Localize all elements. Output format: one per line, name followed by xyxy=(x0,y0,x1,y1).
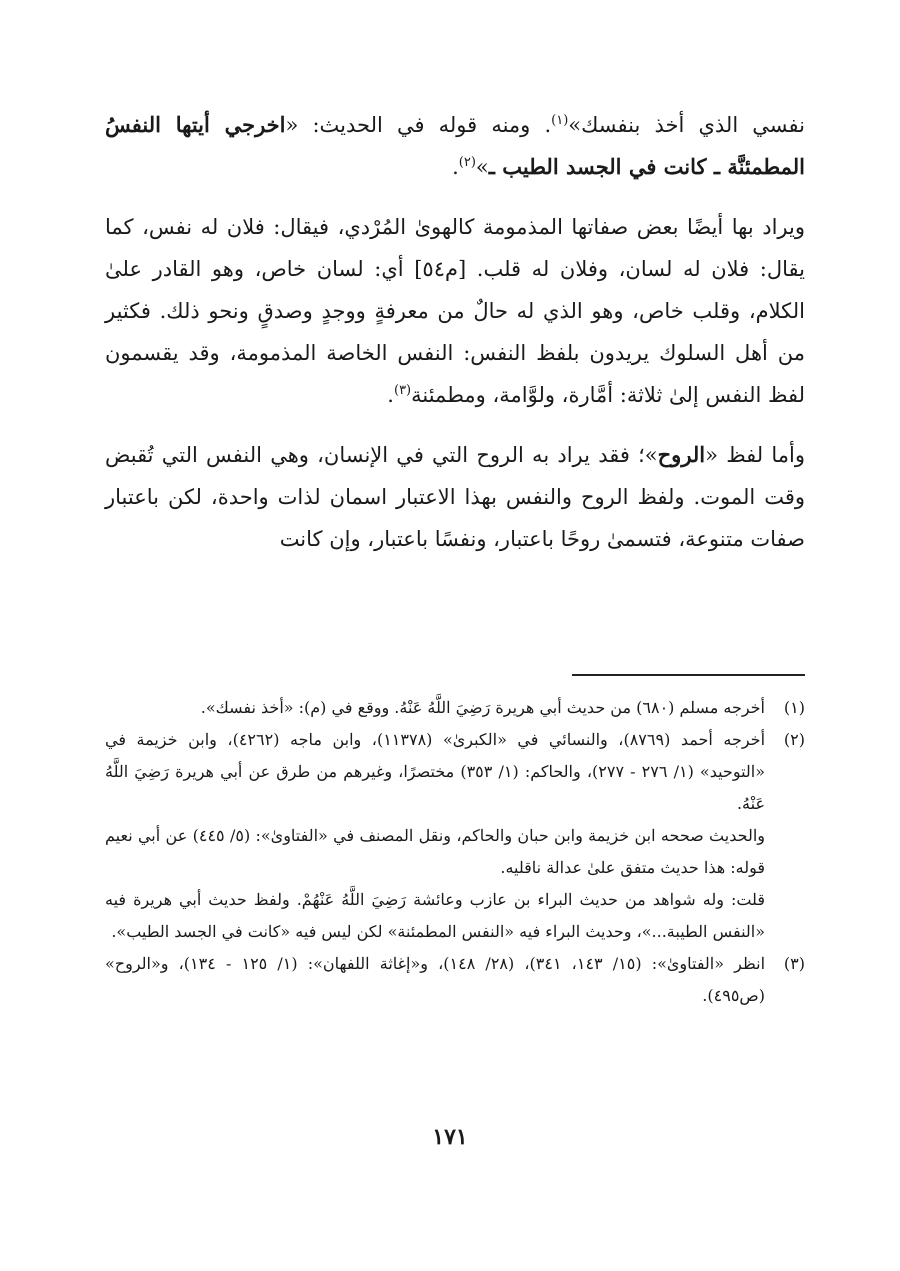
hadith-quote: اخرجي أيتها النفسُ المطمئنَّة ـ كانت في الجسد الطيب ـ xyxy=(105,112,805,179)
footnote-text: أخرجه أحمد (٨٧٦٩)، والنسائي في «الكبرىٰ» (١١٣٧٨)، وابن ماجه (٤٢٦٢)، وابن خزيمة في «التوحيد» (١/ ٢٧٦ - ٢٧٧)، والحاكم: (١/ ٣٥٣) مختصرًا، وغيرهم من طرق عن أبي هريرة رَضِيَ اللَّهُ عَنْهُ. xyxy=(105,730,766,813)
paragraph-2 xyxy=(105,206,805,416)
paragraph-text: نفسي الذي أخذ بنفسك» xyxy=(568,113,805,137)
footnote-body xyxy=(105,948,765,1012)
main-text xyxy=(105,104,805,578)
paragraph-3 xyxy=(105,434,805,560)
footnote-number: (٢) xyxy=(783,730,805,749)
footnote-ref-1[interactable]: (١) xyxy=(551,113,569,128)
footnote-3 xyxy=(105,948,805,1012)
paragraph-1 xyxy=(105,104,805,188)
paragraph-text: وأما لفظ « xyxy=(705,443,805,467)
footnote-separator xyxy=(572,674,805,676)
paragraph-text: »؛ فقد يراد به الروح التي في الإنسان، وهي النفس التي تُقبض وقت الموت. ولفظ الروح والنفس بهذا الاعتبار اسمان لذات واحدة، لكن باعتبار صفات متنوعة، فتسمىٰ روحًا باعتبار، ونفسًا باعتبار، وإن كانت xyxy=(105,443,805,551)
footnotes xyxy=(105,692,805,1012)
footnote-1 xyxy=(105,692,805,724)
paragraph-text: . ومنه قوله في الحديث: « xyxy=(285,113,552,137)
term-ruh: الروح xyxy=(657,442,706,467)
footnote-2 xyxy=(105,724,805,948)
footnote-number: (٣) xyxy=(783,954,805,973)
footnote-body xyxy=(105,692,765,724)
footnote-number: (١) xyxy=(783,698,805,717)
footnote-body xyxy=(105,724,765,948)
page-number: ١٧١ xyxy=(432,1124,468,1150)
footnote-text: والحديث صححه ابن خزيمة وابن حبان والحاكم، ونقل المصنف في «الفتاوىٰ»: (٥/ ٤٤٥) عن أبي نعيم قوله: هذا حديث متفق علىٰ عدالة ناقليه. xyxy=(105,826,765,877)
footnote-text: انظر «الفتاوىٰ»: (١٥/ ١٤٣، ٣٤١)، (٢٨/ ١٤٨)، و«إغاثة اللفهان»: (١/ ١٢٥ - ١٣٤)، و«الروح» (ص٤٩٥). xyxy=(105,954,766,1005)
paragraph-text: . xyxy=(387,383,394,407)
paragraph-text: ويراد بها أيضًا بعض صفاتها المذمومة كالهوىٰ المُرْدي، فيقال: فلان له نفس، كما يقال: فلان له لسان، وفلان له قلب. [م٥٤] أي: لسان خاص، وهو القادر علىٰ الكلام، وقلب خاص، وهو الذي له حالٌ من معرفةٍ ووجدٍ وصدقٍ ونحو ذلك. فكثير من أهل السلوك يريدون بلفظ النفس: النفس الخاصة المذمومة، وقد يقسمون لفظ النفس إلىٰ ثلاثة: أمَّارة، ولوَّامة، ومطمئنة xyxy=(105,215,806,407)
footnote-text: أخرجه مسلم (٦٨٠) من حديث أبي هريرة رَضِيَ اللَّهُ عَنْهُ. ووقع في (م): «أخذ نفسك». xyxy=(200,698,765,717)
footnote-ref-2[interactable]: (٢) xyxy=(458,155,476,170)
footnote-ref-3[interactable]: (٣) xyxy=(393,383,412,398)
footnote-text: قلت: وله شواهد من حديث البراء بن عازب وعائشة رَضِيَ اللَّهُ عَنْهُمْ. ولفظ حديث أبي هريرة فيه «النفس الطيبة...»، وحديث البراء فيه «النفس المطمئنة» لكن ليس فيه «كانت في الجسد الطيب». xyxy=(105,890,765,941)
paragraph-text: » xyxy=(475,155,489,179)
paragraph-text: . xyxy=(452,155,459,179)
